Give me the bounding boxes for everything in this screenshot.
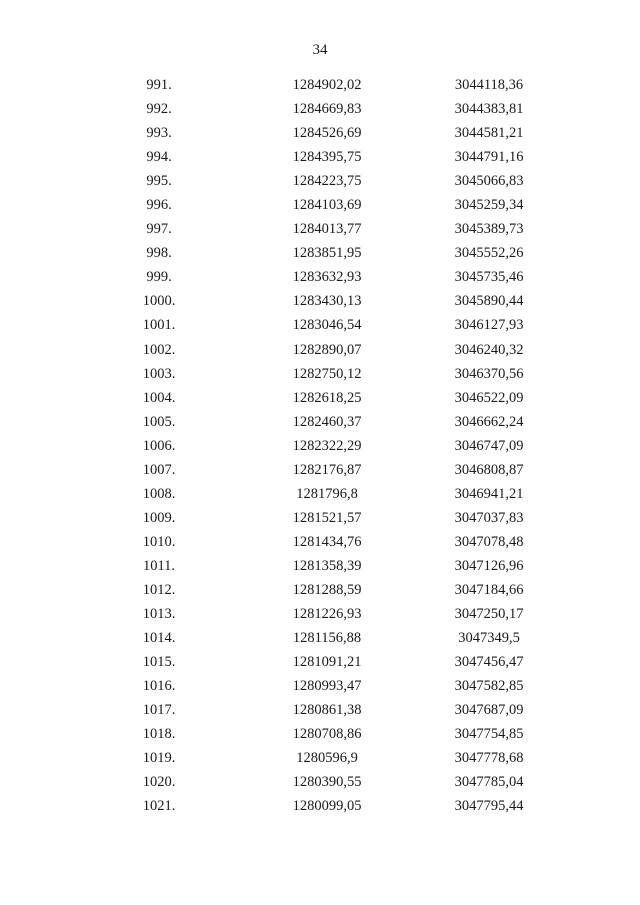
table-row bbox=[0, 794, 640, 818]
y-coordinate-cell: 3044118,36 bbox=[454, 77, 524, 93]
x-coordinate-cell: 1281796,8 bbox=[296, 485, 358, 502]
x-coordinate-cell: 1280099,05 bbox=[292, 798, 362, 815]
y-coordinate-cell: 3047126,96 bbox=[454, 557, 524, 574]
point-number-cell: 994. bbox=[146, 149, 172, 166]
y-coordinate-cell: 3047250,17 bbox=[454, 606, 524, 623]
x-coordinate-cell: 1281226,93 bbox=[292, 606, 362, 623]
table-row bbox=[0, 313, 640, 337]
x-coordinate-cell: 1283851,95 bbox=[292, 245, 362, 262]
point-number-cell: 1007. bbox=[142, 461, 176, 478]
table-row bbox=[0, 554, 640, 578]
point-number-cell: 1015. bbox=[142, 654, 176, 671]
point-number-cell: 999. bbox=[146, 269, 172, 286]
x-coordinate-cell: 1280993,47 bbox=[292, 678, 362, 695]
y-coordinate-cell: 3046808,87 bbox=[454, 461, 524, 478]
x-coordinate-cell: 1281434,76 bbox=[292, 533, 362, 550]
y-coordinate-cell: 3045890,44 bbox=[454, 293, 524, 310]
x-coordinate-cell: 1282460,37 bbox=[292, 413, 362, 430]
point-number-cell: 1002. bbox=[142, 341, 176, 358]
table-row bbox=[0, 602, 640, 626]
x-coordinate-cell: 1284526,69 bbox=[292, 125, 362, 142]
y-coordinate-cell: 3047687,09 bbox=[454, 702, 524, 719]
point-number-cell: 1020. bbox=[142, 774, 176, 791]
x-coordinate-cell: 1282322,29 bbox=[292, 437, 362, 454]
point-number-cell: 992. bbox=[146, 101, 172, 118]
y-coordinate-cell: 3045735,46 bbox=[454, 269, 524, 286]
table-row bbox=[0, 530, 640, 554]
table-row bbox=[0, 97, 640, 121]
point-number-cell: 991. bbox=[146, 77, 172, 93]
point-number-cell: 1013. bbox=[142, 606, 176, 623]
x-coordinate-cell: 1281156,88 bbox=[292, 630, 362, 647]
y-coordinate-cell: 3046240,32 bbox=[454, 341, 524, 358]
point-number-cell: 1017. bbox=[142, 702, 176, 719]
point-number-cell: 1019. bbox=[142, 750, 176, 767]
table-row bbox=[0, 626, 640, 650]
y-coordinate-cell: 3047456,47 bbox=[454, 654, 524, 671]
point-number-cell: 1000. bbox=[142, 293, 176, 310]
table-row bbox=[0, 265, 640, 289]
point-number-cell: 1001. bbox=[142, 317, 176, 334]
y-coordinate-cell: 3044581,21 bbox=[454, 125, 524, 142]
x-coordinate-cell: 1280861,38 bbox=[292, 702, 362, 719]
table-row bbox=[0, 674, 640, 698]
table-row bbox=[0, 698, 640, 722]
x-coordinate-cell: 1283430,13 bbox=[292, 293, 362, 310]
y-coordinate-cell: 3045389,73 bbox=[454, 221, 524, 238]
x-coordinate-cell: 1284103,69 bbox=[292, 197, 362, 214]
x-coordinate-cell: 1284669,83 bbox=[292, 101, 362, 118]
y-coordinate-cell: 3046127,93 bbox=[454, 317, 524, 334]
y-coordinate-cell: 3046941,21 bbox=[454, 485, 524, 502]
y-coordinate-cell: 3047785,04 bbox=[454, 774, 524, 791]
table-row bbox=[0, 482, 640, 506]
x-coordinate-cell: 1284395,75 bbox=[292, 149, 362, 166]
y-coordinate-cell: 3047582,85 bbox=[454, 678, 524, 695]
y-coordinate-cell: 3045066,83 bbox=[454, 173, 524, 190]
coordinate-table-body bbox=[0, 73, 640, 818]
y-coordinate-cell: 3046747,09 bbox=[454, 437, 524, 454]
y-coordinate-cell: 3047754,85 bbox=[454, 726, 524, 743]
table-row bbox=[0, 121, 640, 145]
table-row bbox=[0, 338, 640, 362]
x-coordinate-cell: 1281521,57 bbox=[292, 509, 362, 526]
table-row bbox=[0, 434, 640, 458]
y-coordinate-cell: 3047184,66 bbox=[454, 581, 524, 598]
table-row bbox=[0, 770, 640, 794]
x-coordinate-cell: 1282176,87 bbox=[292, 461, 362, 478]
point-number-cell: 1011. bbox=[142, 557, 176, 574]
table-row bbox=[0, 578, 640, 602]
x-coordinate-cell: 1282618,25 bbox=[292, 389, 362, 406]
x-coordinate-cell: 1284013,77 bbox=[292, 221, 362, 238]
coordinate-table bbox=[0, 73, 640, 818]
table-row bbox=[0, 650, 640, 674]
table-row bbox=[0, 241, 640, 265]
table-row bbox=[0, 506, 640, 530]
y-coordinate-cell: 3046370,56 bbox=[454, 365, 524, 382]
y-coordinate-cell: 3047778,68 bbox=[454, 750, 524, 767]
y-coordinate-cell: 3047795,44 bbox=[454, 798, 524, 815]
table-row bbox=[0, 169, 640, 193]
point-number-cell: 1005. bbox=[142, 413, 176, 430]
table-row bbox=[0, 145, 640, 169]
x-coordinate-cell: 1284902,02 bbox=[292, 77, 362, 93]
y-coordinate-cell: 3046522,09 bbox=[454, 389, 524, 406]
point-number-cell: 995. bbox=[146, 173, 172, 190]
table-row bbox=[0, 386, 640, 410]
x-coordinate-cell: 1281288,59 bbox=[292, 581, 362, 598]
table-row bbox=[0, 362, 640, 386]
x-coordinate-cell: 1280390,55 bbox=[292, 774, 362, 791]
y-coordinate-cell: 3047078,48 bbox=[454, 533, 524, 550]
point-number-cell: 1016. bbox=[142, 678, 176, 695]
point-number-cell: 1006. bbox=[142, 437, 176, 454]
x-coordinate-cell: 1282750,12 bbox=[292, 365, 362, 382]
point-number-cell: 1008. bbox=[142, 485, 176, 502]
x-coordinate-cell: 1280596,9 bbox=[296, 750, 358, 767]
y-coordinate-cell: 3044791,16 bbox=[454, 149, 524, 166]
y-coordinate-cell: 3047037,83 bbox=[454, 509, 524, 526]
point-number-cell: 993. bbox=[146, 125, 172, 142]
page-number: 34 bbox=[312, 42, 328, 58]
x-coordinate-cell: 1282890,07 bbox=[292, 341, 362, 358]
point-number-cell: 997. bbox=[146, 221, 172, 238]
x-coordinate-cell: 1283046,54 bbox=[292, 317, 362, 334]
point-number-cell: 1010. bbox=[142, 533, 176, 550]
y-coordinate-cell: 3044383,81 bbox=[454, 101, 524, 118]
table-row bbox=[0, 217, 640, 241]
x-coordinate-cell: 1281091,21 bbox=[292, 654, 362, 671]
y-coordinate-cell: 3046662,24 bbox=[454, 413, 524, 430]
point-number-cell: 1021. bbox=[142, 798, 176, 815]
y-coordinate-cell: 3045552,26 bbox=[454, 245, 524, 262]
x-coordinate-cell: 1280708,86 bbox=[292, 726, 362, 743]
y-coordinate-cell: 3045259,34 bbox=[454, 197, 524, 214]
point-number-cell: 1004. bbox=[142, 389, 176, 406]
point-number-cell: 1014. bbox=[142, 630, 176, 647]
x-coordinate-cell: 1283632,93 bbox=[292, 269, 362, 286]
table-row bbox=[0, 410, 640, 434]
x-coordinate-cell: 1284223,75 bbox=[292, 173, 362, 190]
point-number-cell: 996. bbox=[146, 197, 172, 214]
y-coordinate-cell: 3047349,5 bbox=[458, 630, 520, 647]
table-row bbox=[0, 458, 640, 482]
table-row bbox=[0, 193, 640, 217]
point-number-cell: 1009. bbox=[142, 509, 176, 526]
table-row bbox=[0, 722, 640, 746]
point-number-cell: 1003. bbox=[142, 365, 176, 382]
point-number-cell: 1012. bbox=[142, 581, 176, 598]
x-coordinate-cell: 1281358,39 bbox=[292, 557, 362, 574]
table-row bbox=[0, 289, 640, 313]
point-number-cell: 1018. bbox=[142, 726, 176, 743]
table-row bbox=[0, 746, 640, 770]
point-number-cell: 998. bbox=[146, 245, 172, 262]
table-row bbox=[0, 73, 640, 97]
